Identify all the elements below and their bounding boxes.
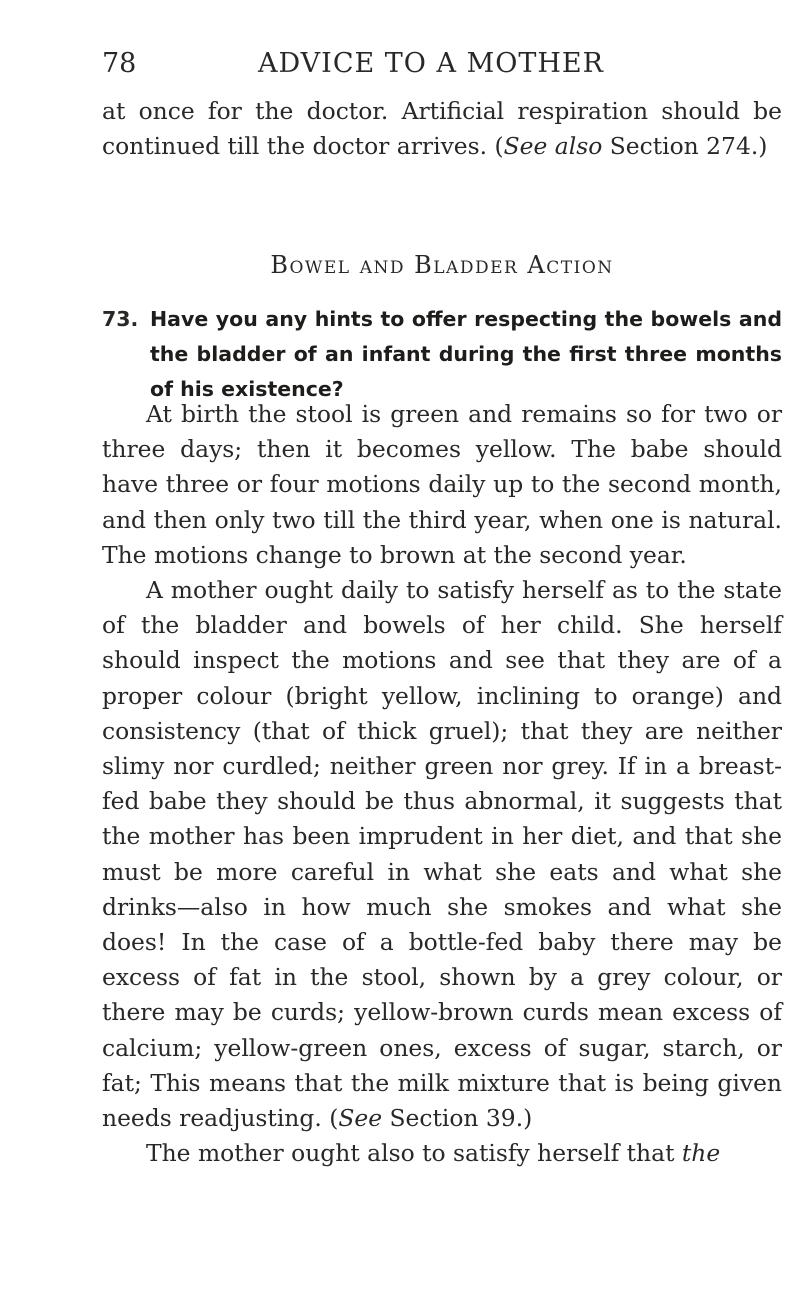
continued-text-start: at once for the doctor. Artificial respiration should be continued till the doctor arrives. (	[102, 97, 782, 161]
question-block	[102, 302, 782, 408]
answer-block	[102, 397, 782, 1171]
answer-paragraph-2	[102, 573, 782, 1136]
continued-paragraph	[102, 94, 782, 164]
continued-text	[102, 94, 782, 164]
section-reference-italic: See	[338, 1104, 383, 1133]
cross-reference-italic: See also	[503, 132, 603, 161]
catchword-italic: the	[681, 1139, 721, 1168]
answer-paragraph-1: At birth the stool is green and remains so for two or three days; then it becomes yellow. The babe should have three or four motions daily up to the second month, and then only two till the third year, when one is natural. The motions change to brown at the second year.	[102, 400, 782, 569]
continued-text-end: Section 274.)	[602, 132, 768, 161]
answer-paragraph-3-main: The mother ought also to satisfy herself that	[146, 1139, 682, 1168]
question-text: Have you any hints to offer respecting the bowels and the bladder of an infant during the first three months of his existence?	[150, 307, 782, 402]
book-title: ADVICE TO A MOTHER	[258, 48, 604, 79]
answer-paragraph-3	[102, 1136, 782, 1171]
page-number: 78	[102, 48, 137, 79]
running-head	[102, 44, 782, 84]
question-number: 73.	[102, 307, 139, 331]
answer-paragraph-2-end: Section 39.)	[382, 1104, 533, 1133]
answer-paragraph-2-main: A mother ought daily to satisfy herself as to the state of the bladder and bowels of her child. She herself should inspect the motions and see that they are of a proper colour (bright yellow, inclining to orange) and consistency (that of thick gruel); that they are neither slimy nor curdled; neither green nor grey. If in a breast-fed babe they should be thus abnormal, it suggests that the mother has been imprudent in her diet, and that she must be more careful in what she eats and what she drinks—also in how much she smokes and what she does! In the case of a bottle-fed baby there may be excess of fat in the stool, shown by a grey colour, or there may be curds; yellow-brown curds mean excess of calcium; yellow-green ones, excess of sugar, starch, or fat; This means that the milk mixture that is being given needs readjusting. (	[102, 576, 782, 1133]
section-heading: Bowel and Bladder Action	[270, 251, 614, 279]
